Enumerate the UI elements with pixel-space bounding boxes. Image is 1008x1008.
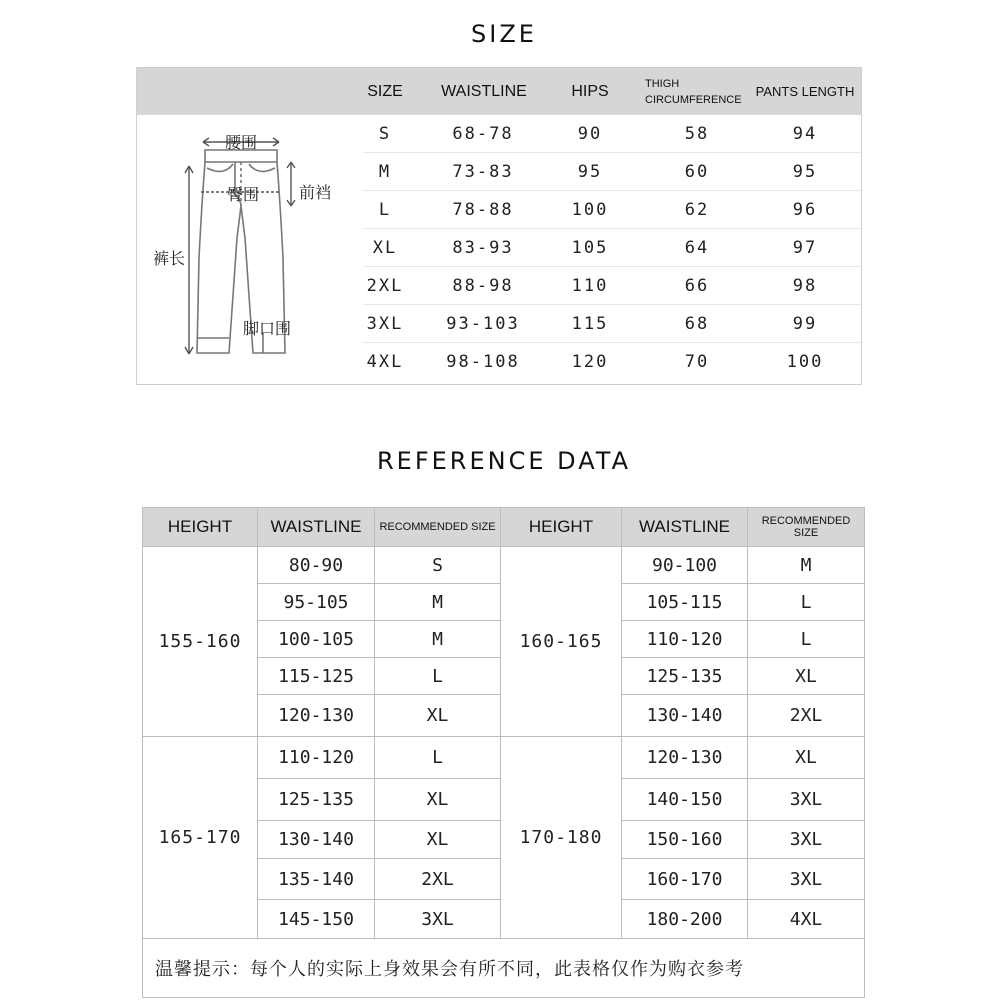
cell-waistline: 93-103 — [446, 314, 520, 334]
cell-thigh: 64 — [684, 238, 710, 258]
cell-waistline: 73-83 — [452, 162, 514, 182]
size-chart — [136, 67, 862, 385]
header-height: HEIGHT — [143, 508, 258, 547]
recommended-size: M — [375, 584, 501, 621]
waistline-range: 125-135 — [622, 658, 748, 695]
cell-thigh: 70 — [684, 352, 710, 372]
recommended-size: M — [748, 547, 865, 584]
cell-hips: 120 — [571, 352, 609, 372]
recommended-size: S — [375, 547, 501, 584]
waistline-range: 145-150 — [258, 900, 375, 939]
cell-waistline: 78-88 — [452, 200, 514, 220]
recommended-size: L — [748, 584, 865, 621]
size-row — [363, 305, 861, 343]
cell-size: L — [378, 200, 392, 220]
header-thigh-line2: CIRCUMFERENCE — [645, 93, 742, 106]
cell-length: 94 — [792, 124, 818, 144]
recommended-size: 3XL — [748, 859, 865, 900]
waistline-range: 140-150 — [622, 779, 748, 821]
size-row — [363, 229, 861, 267]
cell-hips: 100 — [571, 200, 609, 220]
reference-header-row — [143, 508, 865, 547]
cell-waistline: 83-93 — [452, 238, 514, 258]
header-thigh-circumference — [645, 68, 749, 115]
label-waist: 腰围 — [225, 133, 258, 152]
recommended-size: L — [375, 658, 501, 695]
cell-length: 99 — [792, 314, 818, 334]
waistline-range: 90-100 — [622, 547, 748, 584]
header-waistline: WAISTLINE — [258, 508, 375, 547]
waistline-range: 110-120 — [258, 737, 375, 779]
waistline-range: 130-140 — [258, 821, 375, 859]
reference-table — [142, 507, 865, 998]
size-row — [363, 153, 861, 191]
cell-size: XL — [372, 238, 398, 258]
waistline-range: 180-200 — [622, 900, 748, 939]
waistline-range: 130-140 — [622, 695, 748, 737]
waistline-range: 120-130 — [622, 737, 748, 779]
size-chart-header — [137, 68, 861, 115]
waistline-range: 100-105 — [258, 621, 375, 658]
recommended-size: L — [748, 621, 865, 658]
header-pants-length: PANTS LENGTH — [755, 84, 855, 99]
header-hips: HIPS — [571, 82, 609, 100]
cell-thigh: 62 — [684, 200, 710, 220]
note-row — [143, 939, 865, 998]
recommended-size: XL — [748, 737, 865, 779]
waistline-range: 105-115 — [622, 584, 748, 621]
cell-size: 2XL — [366, 276, 404, 296]
cell-waistline: 68-78 — [452, 124, 514, 144]
cell-length: 95 — [792, 162, 818, 182]
cell-waistline: 98-108 — [446, 352, 520, 372]
size-row — [363, 267, 861, 305]
header-recommended-size: RECOMMENDED SIZE — [748, 508, 865, 547]
recommended-size: XL — [748, 658, 865, 695]
recommended-size: 2XL — [375, 859, 501, 900]
recommended-size: 3XL — [375, 900, 501, 939]
recommended-size: 4XL — [748, 900, 865, 939]
cell-size: S — [378, 124, 392, 144]
size-section-title: SIZE — [471, 20, 537, 48]
table-row — [143, 547, 865, 584]
recommended-size: XL — [375, 779, 501, 821]
cell-length: 100 — [786, 352, 824, 372]
cell-size: 3XL — [366, 314, 404, 334]
waistline-range: 125-135 — [258, 779, 375, 821]
cell-thigh: 66 — [684, 276, 710, 296]
waistline-range: 160-170 — [622, 859, 748, 900]
size-row — [363, 191, 861, 229]
cell-hips: 105 — [571, 238, 609, 258]
size-row — [363, 115, 861, 153]
height-range: 155-160 — [143, 547, 258, 737]
cell-length: 96 — [792, 200, 818, 220]
header-waistline: WAISTLINE — [441, 82, 527, 100]
cell-hips: 95 — [577, 162, 603, 182]
waistline-range: 110-120 — [622, 621, 748, 658]
recommended-size: M — [375, 621, 501, 658]
header-waistline: WAISTLINE — [622, 508, 748, 547]
height-range: 170-180 — [501, 737, 622, 939]
recommended-size: L — [375, 737, 501, 779]
pants-diagram-icon — [141, 128, 351, 378]
cell-thigh: 58 — [684, 124, 710, 144]
cell-waistline: 88-98 — [452, 276, 514, 296]
header-height: HEIGHT — [501, 508, 622, 547]
cell-size: 4XL — [366, 352, 404, 372]
height-range: 160-165 — [501, 547, 622, 737]
cell-hips: 115 — [571, 314, 609, 334]
label-hips: 臀围 — [227, 185, 260, 204]
recommended-size: 3XL — [748, 821, 865, 859]
waistline-range: 135-140 — [258, 859, 375, 900]
waistline-range: 150-160 — [622, 821, 748, 859]
header-recommended-size: RECOMMENDED SIZE — [375, 508, 501, 547]
cell-length: 97 — [792, 238, 818, 258]
reference-note: 温馨提示：每个人的实际上身效果会有所不同，此表格仅作为购衣参考 — [143, 939, 865, 998]
recommended-size: 2XL — [748, 695, 865, 737]
cell-thigh: 68 — [684, 314, 710, 334]
table-row — [143, 737, 865, 779]
height-range: 165-170 — [143, 737, 258, 939]
recommended-size: 3XL — [748, 779, 865, 821]
size-row — [363, 343, 861, 381]
header-size: SIZE — [367, 82, 403, 100]
waistline-range: 115-125 — [258, 658, 375, 695]
cell-length: 98 — [792, 276, 818, 296]
label-front-rise: 前裆 — [299, 183, 332, 202]
label-length: 裤长 — [153, 249, 186, 268]
recommended-size: XL — [375, 821, 501, 859]
label-leg-opening: 脚口围 — [243, 319, 292, 338]
waistline-range: 120-130 — [258, 695, 375, 737]
cell-size: M — [378, 162, 392, 182]
waistline-range: 80-90 — [258, 547, 375, 584]
cell-hips: 110 — [571, 276, 609, 296]
cell-hips: 90 — [577, 124, 603, 144]
cell-thigh: 60 — [684, 162, 710, 182]
waistline-range: 95-105 — [258, 584, 375, 621]
header-thigh-line1: THIGH — [645, 77, 680, 90]
reference-section-title: REFERENCE DATA — [377, 447, 631, 475]
recommended-size: XL — [375, 695, 501, 737]
